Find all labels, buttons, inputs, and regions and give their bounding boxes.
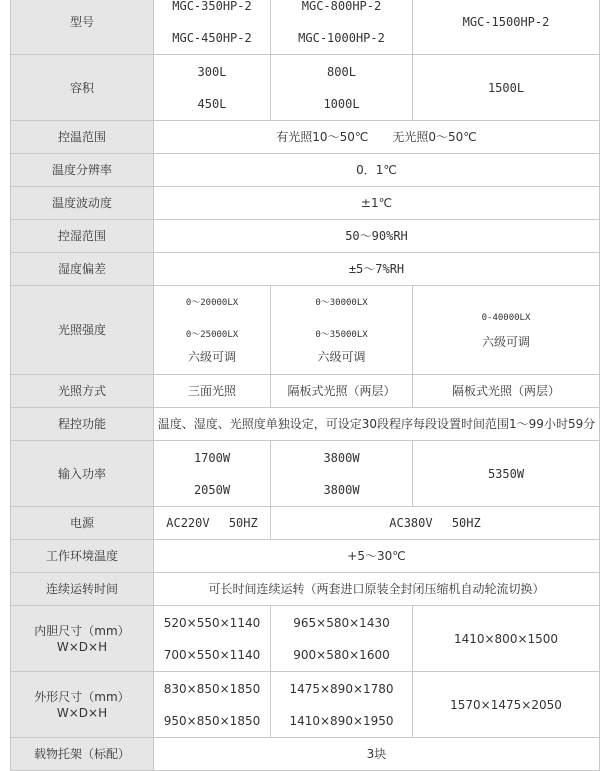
row-label-model: 型号 xyxy=(11,0,154,55)
table-row xyxy=(11,0,600,55)
table-row xyxy=(11,375,600,408)
table-row xyxy=(11,441,600,507)
volume-cell-a xyxy=(154,55,271,121)
row-label-temp-resolution: 温度分辨率 xyxy=(11,154,154,187)
row-label-power: 输入功率 xyxy=(11,441,154,507)
table-row xyxy=(11,253,600,286)
volume-cell-b xyxy=(271,55,413,121)
light-a3: 六级可调 xyxy=(187,350,236,364)
power-cell-c: 5350W xyxy=(413,441,600,507)
light-mode-b: 隔板式光照（两层） xyxy=(271,375,413,408)
row-label-program: 程控功能 xyxy=(11,408,154,441)
humidity-deviation-value: ±5～7%RH xyxy=(154,253,600,286)
row-label-temp-fluctuation: 温度波动度 xyxy=(11,187,154,220)
supply-bc: AC380V 50HZ xyxy=(271,507,600,540)
table-row xyxy=(11,738,600,771)
table-row xyxy=(11,55,600,121)
model-a1: MGC-350HP-2 xyxy=(172,0,252,13)
power-a2: 2050W xyxy=(193,482,231,497)
table-row xyxy=(11,286,600,375)
table-row xyxy=(11,408,600,441)
light-c1: 0-40000LX xyxy=(481,313,531,323)
table-row xyxy=(11,154,600,187)
inner-b2: 900×580×1600 xyxy=(293,647,390,662)
continuous-value: 可长时间连续运转（两套进口原装全封闭压缩机自动轮流切换） xyxy=(154,573,600,606)
row-label-supply: 电源 xyxy=(11,507,154,540)
inner-size-cell-c: 1410×800×1500 xyxy=(413,606,600,672)
row-label-continuous: 连续运转时间 xyxy=(11,573,154,606)
row-label-light-mode: 光照方式 xyxy=(11,375,154,408)
inner-a2: 700×550×1140 xyxy=(163,647,261,662)
row-label-humidity-range: 控湿范围 xyxy=(11,220,154,253)
row-label-temp-range: 控温范围 xyxy=(11,121,154,154)
volume-b2: 1000L xyxy=(323,96,360,111)
light-intensity-cell-b xyxy=(271,286,413,375)
light-mode-c: 隔板式光照（两层） xyxy=(413,375,600,408)
power-b1: 3800W xyxy=(323,450,360,465)
row-label-humidity-deviation: 湿度偏差 xyxy=(11,253,154,286)
outer-size-cell-b xyxy=(271,672,413,738)
outer-b2: 1410×890×1950 xyxy=(289,713,394,728)
volume-a1: 300L xyxy=(197,64,227,79)
table-row xyxy=(11,672,600,738)
ambient-value: +5～30℃ xyxy=(154,540,600,573)
volume-a2: 450L xyxy=(197,96,227,111)
light-b1: 0～30000LX xyxy=(315,298,368,308)
inner-size-cell-b xyxy=(271,606,413,672)
model-cell-c: MGC-1500HP-2 xyxy=(413,0,600,55)
light-a2: 0～25000LX xyxy=(185,330,239,340)
spec-table xyxy=(10,0,600,771)
light-b2: 0～35000LX xyxy=(315,330,368,340)
volume-cell-c: 1500L xyxy=(413,55,600,121)
table-row xyxy=(11,540,600,573)
outer-a1: 830×850×1850 xyxy=(163,681,261,696)
power-cell-b xyxy=(271,441,413,507)
volume-b1: 800L xyxy=(327,64,356,79)
inner-b1: 965×580×1430 xyxy=(293,615,390,630)
light-intensity-cell-c xyxy=(413,286,600,375)
outer-size-cell-c: 1570×1475×2050 xyxy=(413,672,600,738)
row-label-inner-size: 内胆尺寸（mm）W×D×H xyxy=(11,606,154,672)
power-cell-a xyxy=(154,441,271,507)
table-row xyxy=(11,220,600,253)
table-row xyxy=(11,606,600,672)
temp-resolution-value: 0．1℃ xyxy=(154,154,600,187)
program-value: 温度、湿度、光照度单独设定，可设定30段程序每段设置时间范围1～99小时59分 xyxy=(154,408,600,441)
row-label-shelves: 载物托架（标配） xyxy=(11,738,154,771)
model-b2: MGC-1000HP-2 xyxy=(298,30,385,45)
outer-size-cell-a xyxy=(154,672,271,738)
model-b1: MGC-800HP-2 xyxy=(301,0,382,13)
light-a1: 0～20000LX xyxy=(185,298,239,308)
power-a1: 1700W xyxy=(193,450,231,465)
light-b3: 六级可调 xyxy=(317,350,366,364)
row-label-ambient: 工作环境温度 xyxy=(11,540,154,573)
light-c2: 六级可调 xyxy=(481,335,530,349)
row-label-outer-size: 外形尺寸（mm）W×D×H xyxy=(11,672,154,738)
inner-a1: 520×550×1140 xyxy=(163,615,261,630)
supply-a: AC220V 50HZ xyxy=(154,507,271,540)
humidity-range-value: 50～90%RH xyxy=(154,220,600,253)
model-cell-b xyxy=(271,0,413,55)
light-mode-a: 三面光照 xyxy=(154,375,271,408)
table-row xyxy=(11,121,600,154)
model-a2: MGC-450HP-2 xyxy=(172,30,252,45)
row-label-light-intensity: 光照强度 xyxy=(11,286,154,375)
outer-a2: 950×850×1850 xyxy=(163,713,261,728)
table-row xyxy=(11,507,600,540)
outer-b1: 1475×890×1780 xyxy=(289,681,394,696)
inner-size-cell-a xyxy=(154,606,271,672)
row-label-volume: 容积 xyxy=(11,55,154,121)
shelves-value: 3块 xyxy=(154,738,600,771)
light-intensity-cell-a xyxy=(154,286,271,375)
model-cell-a xyxy=(154,0,271,55)
power-b2: 3800W xyxy=(323,482,360,497)
table-row xyxy=(11,187,600,220)
temp-range-value: 有光照10～50℃ 无光照0～50℃ xyxy=(154,121,600,154)
temp-fluctuation-value: ±1℃ xyxy=(154,187,600,220)
table-row xyxy=(11,573,600,606)
